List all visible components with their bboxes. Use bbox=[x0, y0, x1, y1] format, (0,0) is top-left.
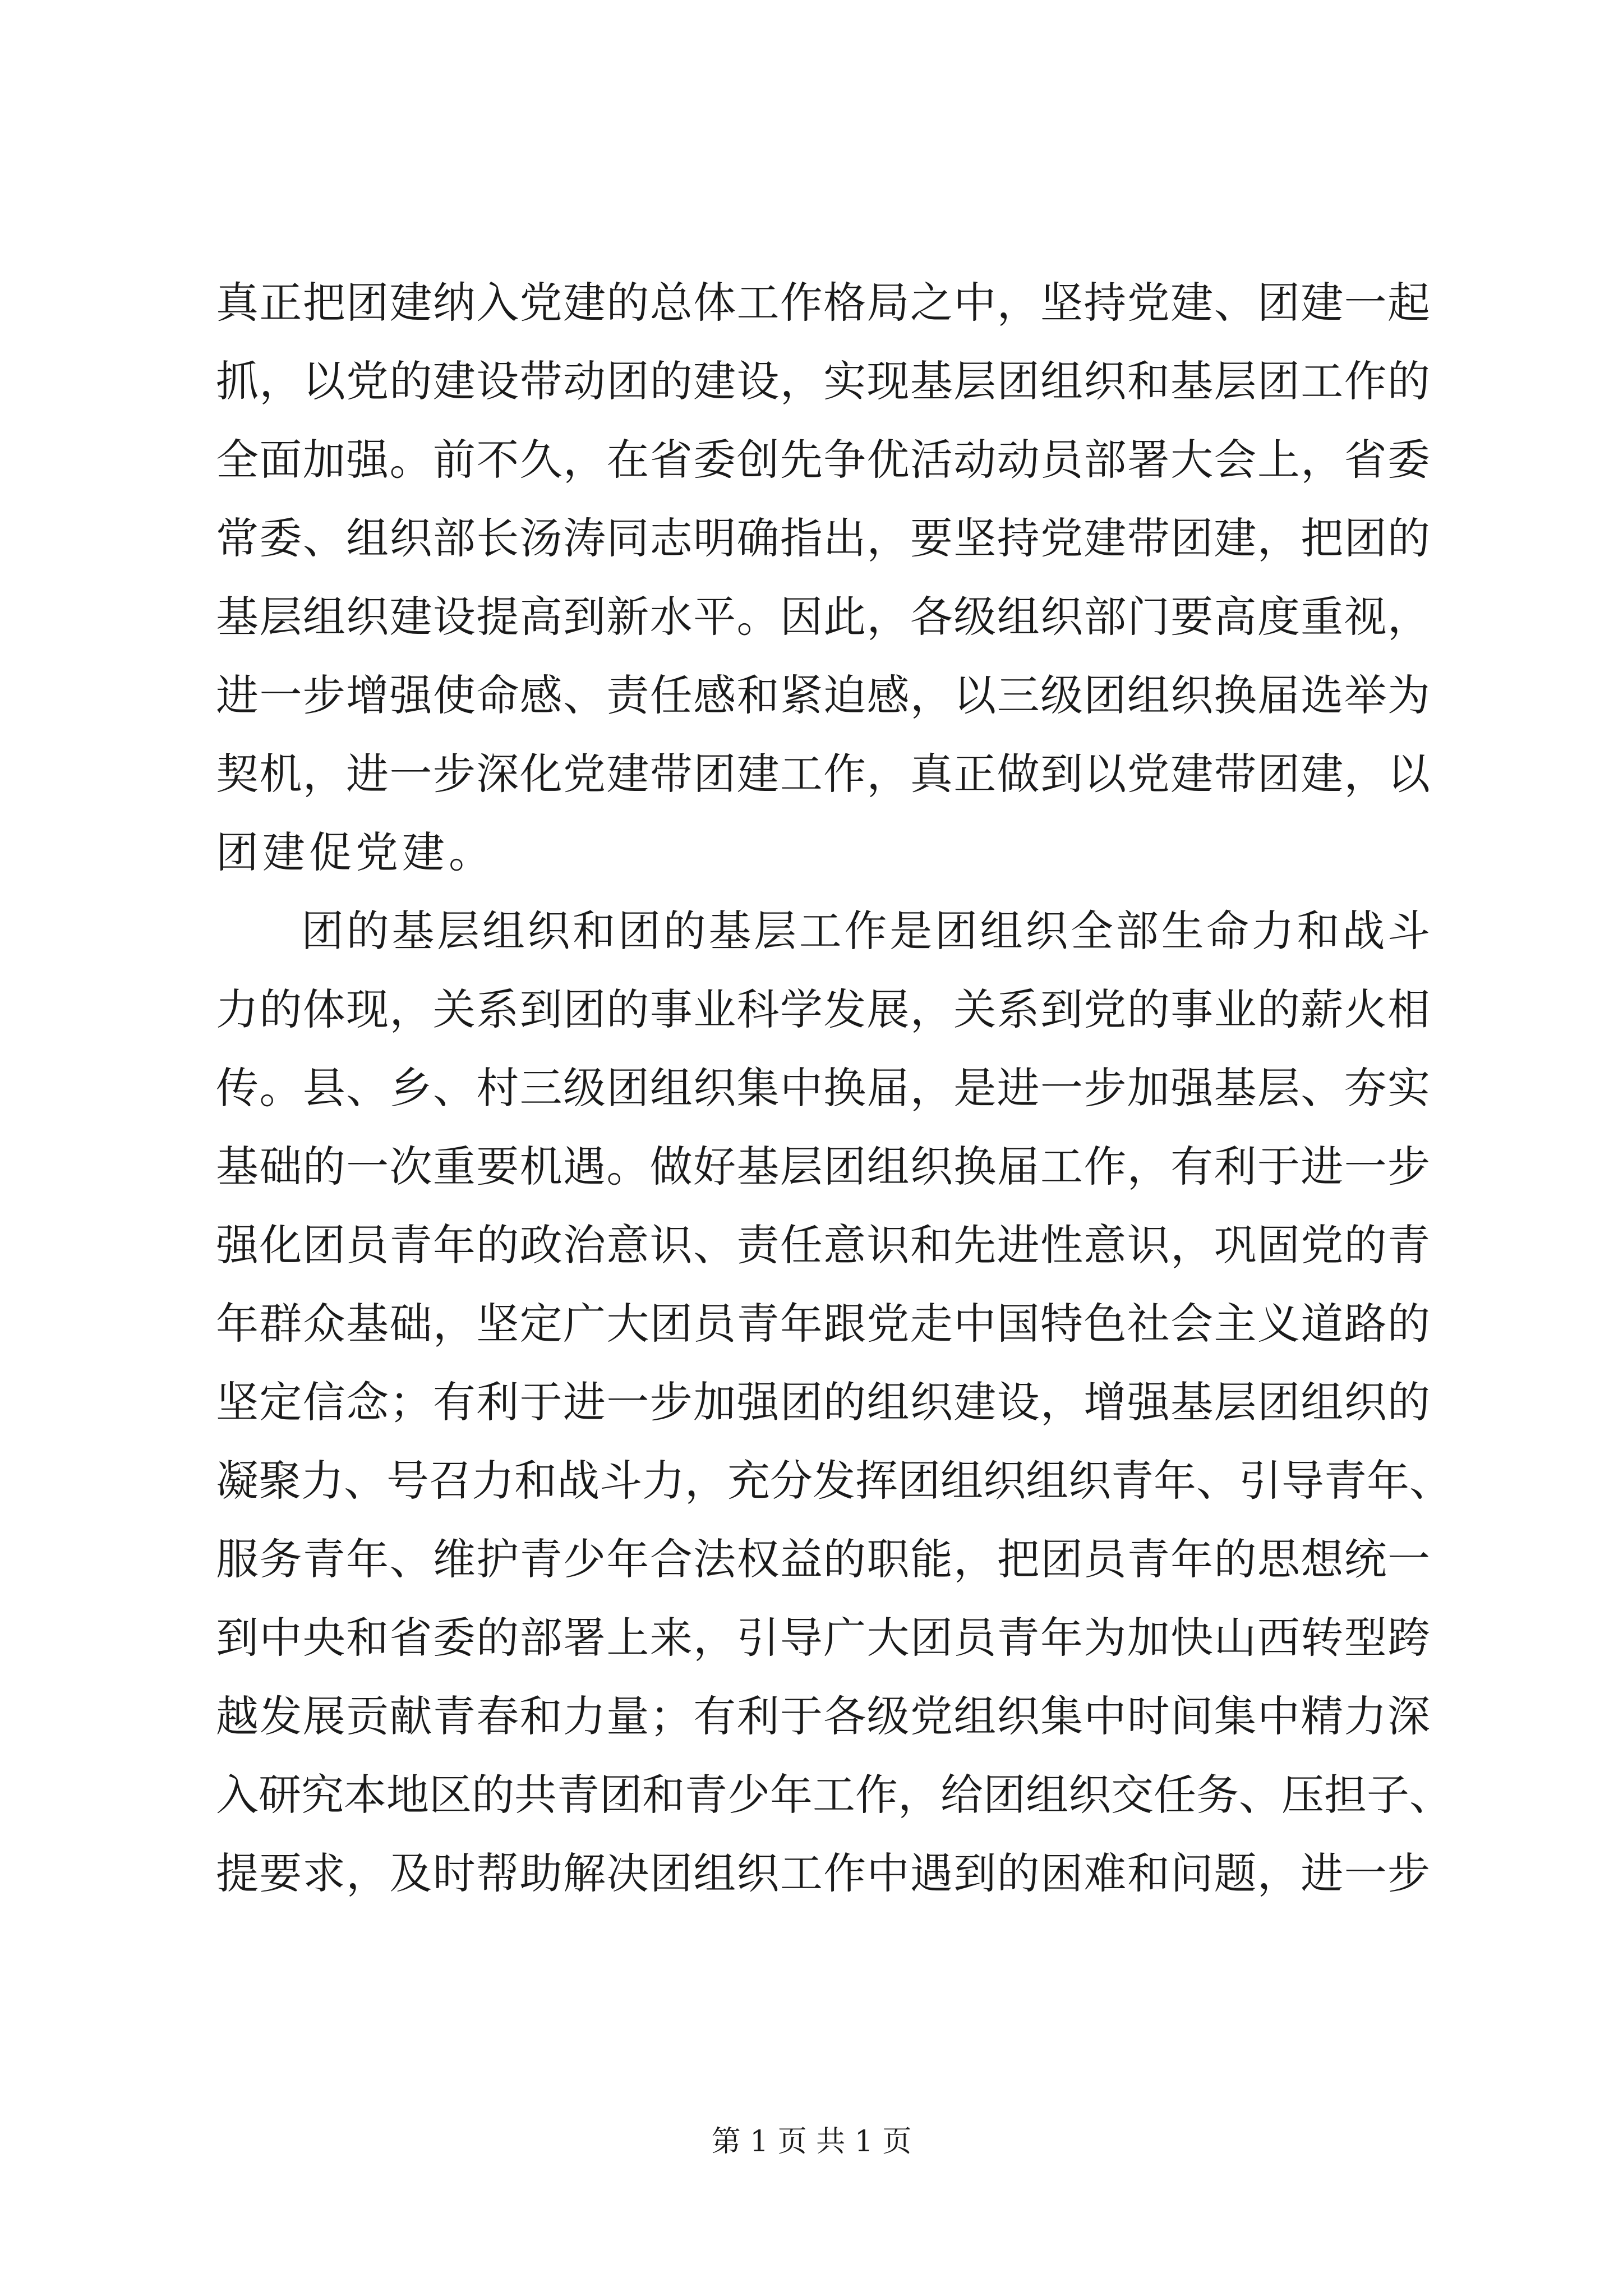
text-line: 传。县、乡、村三级团组织集中换届，是进一步加强基层、夯实 bbox=[216, 1063, 1430, 1113]
text-line: 抓，以党的建设带动团的建设，实现基层团组织和基层团工作的 bbox=[216, 356, 1430, 406]
paragraph-1 bbox=[216, 264, 1430, 892]
text-line: 契机，进一步深化党建带团建工作，真正做到以党建带团建，以 bbox=[216, 749, 1430, 799]
text-line: 基础的一次重要机遇。做好基层团组织换届工作，有利于进一步 bbox=[216, 1142, 1430, 1191]
text-line: 团建促党建。 bbox=[216, 827, 495, 877]
document-body bbox=[216, 264, 1452, 1913]
text-line: 真正把团建纳入党建的总体工作格局之中，坚持党建、团建一起 bbox=[216, 278, 1430, 328]
text-line: 到中央和省委的部署上来，引导广大团员青年为加快山西转型跨 bbox=[216, 1613, 1430, 1663]
text-line: 进一步增强使命感、责任感和紧迫感，以三级团组织换届选举为 bbox=[216, 670, 1430, 720]
text-line: 入研究本地区的共青团和青少年工作，给团组织交任务、压担子、 bbox=[216, 1770, 1452, 1820]
paragraph-2 bbox=[216, 892, 1452, 1913]
text-line: 越发展贡献青春和力量；有利于各级党组织集中时间集中精力深 bbox=[216, 1691, 1430, 1741]
text-line: 团的基层组织和团的基层工作是团组织全部生命力和战斗 bbox=[301, 906, 1430, 956]
page-number-label: 第 1 页 共 1 页 bbox=[711, 2125, 912, 2159]
text-line: 年群众基础，坚定广大团员青年跟党走中国特色社会主义道路的 bbox=[216, 1299, 1430, 1349]
text-line: 坚定信念；有利于进一步加强团的组织建设，增强基层团组织的 bbox=[216, 1377, 1430, 1427]
text-line: 全面加强。前不久，在省委创先争优活动动员部署大会上，省委 bbox=[216, 435, 1430, 485]
text-line: 凝聚力、号召力和战斗力，充分发挥团组织组织青年、引导青年、 bbox=[216, 1456, 1452, 1506]
text-line: 力的体现，关系到团的事业科学发展，关系到党的事业的薪火相 bbox=[216, 984, 1430, 1034]
text-line: 服务青年、维护青少年合法权益的职能，把团员青年的思想统一 bbox=[216, 1534, 1430, 1584]
text-line: 基层组织建设提高到新水平。因此，各级组织部门要高度重视， bbox=[216, 592, 1430, 642]
text-line: 强化团员青年的政治意识、责任意识和先进性意识，巩固党的青 bbox=[216, 1220, 1430, 1270]
page-footer bbox=[0, 2125, 1623, 2159]
text-line: 提要求，及时帮助解决团组织工作中遇到的困难和问题，进一步 bbox=[216, 1848, 1430, 1898]
text-line: 常委、组织部长汤涛同志明确指出，要坚持党建带团建，把团的 bbox=[216, 513, 1430, 563]
